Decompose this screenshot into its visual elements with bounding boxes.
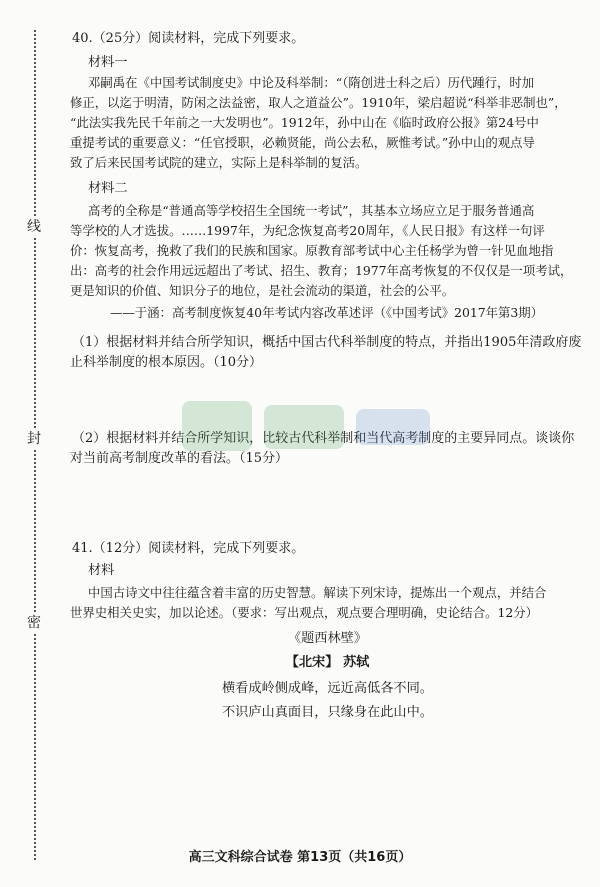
margin-char-bottom: 密 — [27, 615, 41, 631]
page-footer: 高三文科综合试卷 第13页（共16页） — [188, 850, 412, 865]
question-40-part-1: （1）根据材料并结合所学知识，概括中国古代科举制度的特点，并指出1905年清政府废 — [72, 335, 582, 350]
material-2-line: 价：恢复高考，挽救了我们的民族和国家。原教育部考试中心主任杨学为曾一针见血地指 — [70, 243, 554, 258]
material-1-line: 修正，以迄于明清，防闲之法益密，取人之道益公”。1910年，梁启超说“科举非恶制也”， — [70, 95, 567, 110]
material-2-label: 材料二 — [88, 181, 128, 196]
question-40-title: 40.（25分）阅读材料，完成下列要求。 — [72, 31, 305, 46]
material-2-source: ——于涵：高考制度恢复40年考试内容改革述评（《中国考试》2017年第3期） — [110, 305, 544, 320]
material-1-line: 致了后来民国考试院的建立，实际上是科举制的复活。 — [70, 155, 368, 170]
material-2-line: 等学校的人才选拔。……1997年，为纪念恢复高考20周年，《人民日报》有这样一句评 — [70, 223, 545, 238]
question-41-line: 世界史相关史实，加以论述。（要求：写出观点，观点要合理明确，史论结合。12分） — [70, 605, 539, 620]
material-2-line: 更是知识的价值、知识分子的地位，是社会流动的渠道，社会的公平。 — [70, 283, 455, 298]
material-1-line: 重提考试的重要意义：“任官授职，必赖贤能，尚公去私，厥惟考试。”孙中山的观点导 — [70, 135, 535, 150]
material-2-line: 高考的全称是“普通高等学校招生全国统一考试”，其基本立场应立足于服务普通高 — [88, 203, 535, 218]
question-41-title: 41.（12分）阅读材料，完成下列要求。 — [72, 541, 305, 556]
margin-char-mid: 封 — [27, 431, 41, 447]
poem-line: 不识庐山真面目，只缘身在此山中。 — [222, 705, 433, 720]
poem-line: 横看成岭侧成峰，远近高低各不同。 — [222, 681, 433, 696]
question-40-part-2: （2）根据材料并结合所学知识，比较古代科举制和当代高考制度的主要异同点。谈谈你 — [72, 431, 575, 446]
material-1-label: 材料一 — [88, 55, 128, 70]
poem-author: 【北宋】 苏轼 — [285, 655, 370, 670]
material-1-line: “此法实我先民千年前之一大发明也”。1912年，孙中山在《临时政府公报》第24号中 — [70, 115, 539, 130]
material-label: 材料 — [88, 563, 115, 578]
question-40-part-2: 对当前高考制度改革的看法。（15分） — [70, 451, 289, 466]
question-41-line: 中国古诗文中往往蕴含着丰富的历史智慧。解读下列宋诗，提炼出一个观点，并结合 — [88, 585, 547, 600]
question-40-part-1: 止科举制度的根本原因。（10分） — [70, 355, 263, 370]
material-2-line: 出：高考的社会作用远远超出了考试、招生、教育；1977年高考恢复的不仅仅是一项考试， — [70, 263, 573, 278]
margin-char-top: 线 — [27, 219, 41, 235]
poem-title: 《题西林壁》 — [287, 631, 368, 646]
material-1-line: 邓嗣禹在《中国考试制度史》中论及科举制：“（隋创进士科之后）历代踵行，时加 — [88, 75, 535, 90]
